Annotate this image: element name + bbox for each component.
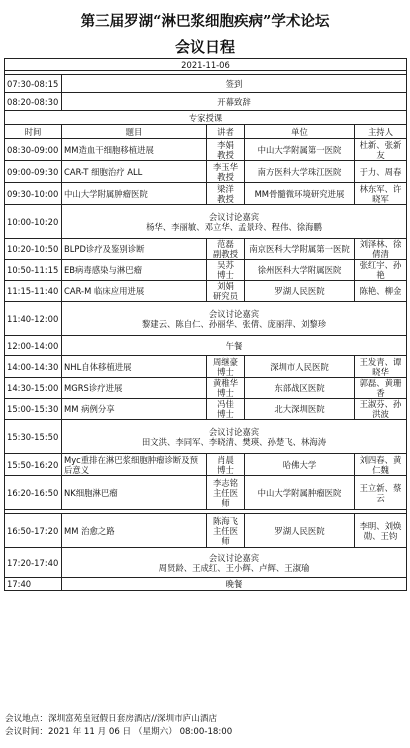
time-cell: 09:00-09:30 [5, 161, 62, 183]
discussion-cell [62, 548, 407, 578]
topic-cell: MGRS诊疗进展 [62, 378, 207, 399]
unit-cell: 哈佛大学 [245, 454, 355, 476]
time-cell: 12:00-14:00 [5, 336, 62, 356]
session-row [5, 476, 407, 510]
venue-note: 会议地点：深圳富苑皇冠假日套房酒店//深圳市庐山酒店 [5, 714, 218, 724]
meal-cell: 午餐 [62, 336, 407, 356]
date-row [5, 59, 407, 71]
unit-cell: 北大深圳医院 [245, 399, 355, 420]
section-title: 专家授课 [5, 111, 407, 125]
discussion-label: 会议讨论嘉宾 [208, 308, 260, 319]
time-cell: 15:30-15:50 [5, 420, 62, 454]
time-note: 会议时间：2021 年 11 月 06 日 （星期六） 08:00-18:00 [5, 727, 233, 737]
session-row [5, 356, 407, 378]
time-cell: 07:30-08:15 [5, 75, 62, 93]
speaker-cell: 李娟 教授 [207, 139, 245, 161]
host-cell: 李明、刘焕勋、王钧 [355, 514, 407, 548]
section-row [5, 111, 407, 125]
host-cell: 陈艳、柳金 [355, 281, 407, 302]
checkin-row [5, 75, 407, 93]
discussion-row [5, 420, 407, 454]
host-cell: 王淑芬、孙洪波 [355, 399, 407, 420]
session-row [5, 139, 407, 161]
discussion-label: 会议讨论嘉宾 [208, 552, 260, 563]
session-row [5, 183, 407, 205]
unit-cell: 徐州医科大学附属医院 [245, 260, 355, 281]
discussion-names: 周贤龄、王成红、王小辉、卢辉、王淑瑜 [158, 562, 310, 573]
session-row [5, 281, 407, 302]
schedule-date: 2021-11-06 [5, 59, 407, 71]
session-row [5, 399, 407, 420]
discussion-row [5, 205, 407, 239]
host-cell: 张红宇、孙艳 [355, 260, 407, 281]
host-cell: 刘四春、黄仁魏 [355, 454, 407, 476]
event-cell: 签到 [62, 75, 407, 93]
time-cell: 16:50-17:20 [5, 514, 62, 548]
session-row [5, 514, 407, 548]
unit-cell: 东部战区医院 [245, 378, 355, 399]
topic-cell: EB病毒感染与淋巴瘤 [62, 260, 207, 281]
host-cell: 王发青、谭晓华 [355, 356, 407, 378]
speaker-cell: 冯佳 博士 [207, 399, 245, 420]
discussion-cell [62, 205, 407, 239]
time-cell: 10:00-10:20 [5, 205, 62, 239]
time-cell: 15:50-16:20 [5, 454, 62, 476]
time-cell: 17:40 [5, 578, 62, 591]
topic-cell: MM 治愈之路 [62, 514, 207, 548]
discussion-row [5, 548, 407, 578]
time-cell: 14:00-14:30 [5, 356, 62, 378]
discussion-label: 会议讨论嘉宾 [208, 426, 260, 437]
discussion-names: 田文洪、李同军、李晓清、樊瑛、孙楚飞、林海涛 [141, 436, 327, 447]
unit-cell: 中山大学附属第一医院 [245, 139, 355, 161]
col-header-host: 主持人 [355, 125, 407, 139]
speaker-cell: 范磊 副教授 [207, 239, 245, 260]
time-cell: 11:40-12:00 [5, 302, 62, 336]
host-cell: 于力、周春 [355, 161, 407, 183]
meal-cell: 晚餐 [62, 578, 407, 591]
topic-cell: Myc重排在淋巴浆细胞肿瘤诊断及预后意义 [62, 454, 207, 476]
time-cell: 11:15-11:40 [5, 281, 62, 302]
discussion-row [5, 302, 407, 336]
host-cell: 刘泽林、徐倩清 [355, 239, 407, 260]
time-cell: 09:30-10:00 [5, 183, 62, 205]
speaker-cell: 李志铭 主任医师 [207, 476, 245, 510]
topic-cell: CAR-M 临床应用进展 [62, 281, 207, 302]
col-header-speaker: 讲者 [207, 125, 245, 139]
speaker-cell: 吴苏 博士 [207, 260, 245, 281]
unit-cell: MM骨髓微环境研究进展 [245, 183, 355, 205]
speaker-cell: 肖晨 博士 [207, 454, 245, 476]
session-row [5, 378, 407, 399]
host-cell: 王立新、蔡云 [355, 476, 407, 510]
header-row [5, 125, 407, 139]
unit-cell: 南京医科大学附属第一医院 [245, 239, 355, 260]
topic-cell: MM 病例分享 [62, 399, 207, 420]
time-cell: 17:20-17:40 [5, 548, 62, 578]
time-cell: 16:20-16:50 [5, 476, 62, 510]
topic-cell: MM造血干细胞移植进展 [62, 139, 207, 161]
topic-cell: NK细胞淋巴瘤 [62, 476, 207, 510]
topic-cell: NHL自体移植进展 [62, 356, 207, 378]
unit-cell: 罗湖人民医院 [245, 514, 355, 548]
session-row [5, 454, 407, 476]
unit-cell: 罗湖人民医院 [245, 281, 355, 302]
col-header-topic: 题目 [62, 125, 207, 139]
speaker-cell: 梁洋 教授 [207, 183, 245, 205]
discussion-names: 杨华、李丽敏、邓立华、孟景玲、程伟、徐海鹏 [146, 221, 322, 232]
unit-cell: 中山大学附属肿瘤医院 [245, 476, 355, 510]
col-header-unit: 单位 [245, 125, 355, 139]
speaker-cell: 刘娟 研究员 [207, 281, 245, 302]
host-cell: 郭磊、黄珊香 [355, 378, 407, 399]
discussion-label: 会议讨论嘉宾 [208, 211, 260, 222]
time-cell: 10:50-11:15 [5, 260, 62, 281]
host-cell: 杜新、张新友 [355, 139, 407, 161]
meal-row [5, 578, 407, 591]
speaker-cell: 周继豪 博士 [207, 356, 245, 378]
time-cell: 10:20-10:50 [5, 239, 62, 260]
unit-cell: 南方医科大学珠江医院 [245, 161, 355, 183]
unit-cell: 深圳市人民医院 [245, 356, 355, 378]
topic-cell: CAR-T 细胞治疗 ALL [62, 161, 207, 183]
topic-cell: 中山大学附属肿瘤医院 [62, 183, 207, 205]
topic-cell: BLPD诊疗及鉴别诊断 [62, 239, 207, 260]
session-row [5, 260, 407, 281]
time-cell: 14:30-15:00 [5, 378, 62, 399]
meal-row [5, 336, 407, 356]
time-cell: 08:30-09:00 [5, 139, 62, 161]
conference-title: 第三届罗湖“淋巴浆细胞疾病”学术论坛 [80, 13, 330, 30]
discussion-cell [62, 302, 407, 336]
speaker-cell: 李玉华 教授 [207, 161, 245, 183]
session-row [5, 239, 407, 260]
speaker-cell: 黄稚华 博士 [207, 378, 245, 399]
event-cell: 开幕致辞 [62, 93, 407, 111]
opening-row [5, 93, 407, 111]
discussion-names: 黎建云、陈自仁、孙丽华、张倩、庞丽萍、刘黎珍 [141, 318, 327, 329]
time-cell: 08:20-08:30 [5, 93, 62, 111]
session-row [5, 161, 407, 183]
discussion-cell [62, 420, 407, 454]
col-header-time: 时间 [5, 125, 62, 139]
host-cell: 林东军、许晓军 [355, 183, 407, 205]
schedule-title: 会议日程 [174, 38, 235, 56]
speaker-cell: 陈海飞 主任医师 [207, 514, 245, 548]
time-cell: 15:00-15:30 [5, 399, 62, 420]
schedule-table [4, 58, 407, 591]
